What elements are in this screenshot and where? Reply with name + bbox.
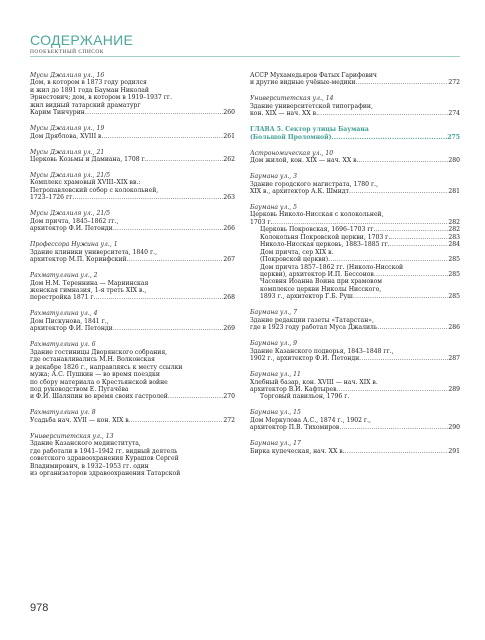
toc-line — [30, 349, 235, 356]
toc-line — [30, 280, 235, 287]
toc-column-right — [250, 72, 460, 464]
page-subtitle: ПООБЪЕКТНЫЙ СПИСОК — [30, 49, 104, 55]
toc-line — [250, 264, 460, 271]
toc-entry — [30, 125, 235, 140]
toc-entry — [30, 241, 235, 263]
toc-line — [30, 455, 235, 462]
street-address: Баумана ул., 7 — [250, 309, 298, 317]
entry-text: 1703 г. — [250, 218, 273, 226]
toc-line — [250, 249, 460, 256]
toc-line-with-page[interactable] — [30, 325, 235, 332]
entry-text: архитектор Ф.И. Петонди — [30, 225, 113, 233]
leader-dots — [318, 110, 448, 117]
street-address: Астрономическая ул., 10 — [250, 149, 334, 157]
toc-line — [30, 356, 235, 363]
toc-line-with-page[interactable] — [250, 271, 460, 278]
street-address: Университетская ул., 14 — [250, 95, 334, 103]
toc-entry — [250, 371, 460, 401]
entry-text: архитектор П.В. Тихомиров — [250, 424, 340, 432]
leader-dots — [74, 194, 223, 201]
toc-line-with-page[interactable] — [250, 355, 460, 362]
toc-line-with-page[interactable] — [250, 110, 460, 117]
toc-line — [30, 386, 235, 393]
entry-text: Дом Дряблова, XVIII в. — [30, 132, 104, 140]
entry-text: 1723–1726 гг. — [30, 194, 75, 202]
leader-dots — [127, 256, 224, 263]
entry-text: жил видный татарский драматург — [30, 101, 141, 109]
entry-text: Здание университетской типографии, — [250, 102, 373, 110]
page-number: 978 — [30, 602, 49, 614]
toc-line — [250, 393, 460, 400]
toc-line — [30, 371, 235, 378]
leader-dots — [390, 234, 448, 241]
leader-dots — [376, 226, 449, 233]
toc-line — [30, 318, 235, 325]
entry-text: под руководством Е. Пугачёва — [30, 385, 129, 393]
toc-entry — [30, 72, 235, 117]
toc-line-with-page[interactable] — [250, 157, 460, 164]
entry-text: церкви), архитектор И.П. Бессонов — [260, 271, 374, 279]
page-ref: 285 — [448, 271, 460, 279]
header-divider — [30, 56, 460, 57]
toc-line-with-page[interactable] — [250, 79, 460, 86]
page-ref: 275 — [447, 133, 460, 141]
street-address: Баумана ул., 15 — [250, 409, 301, 417]
toc-entry — [30, 409, 235, 424]
entry-text: мужа; А.С. Пушкин — во время поездки — [30, 371, 160, 379]
leader-dots — [374, 271, 449, 278]
leader-dots — [113, 225, 224, 232]
leader-dots — [359, 157, 449, 164]
entry-text: по сбору материала о Крестьянской войне — [30, 378, 168, 386]
entry-text: архитектор В.И. Кафтырев — [250, 385, 337, 393]
street-address: Мусы Джалиля ул., 21/5 — [30, 172, 111, 180]
entry-text: Часовня Иоанна Воина при храмовом — [260, 278, 383, 286]
toc-line — [30, 249, 235, 256]
page-ref: 261 — [223, 132, 235, 140]
leader-dots — [103, 133, 223, 140]
entry-text: Здание городского магистрата, 1780 г., — [250, 180, 379, 188]
chapter-heading — [250, 126, 460, 141]
street-address: Рахматуллина ул., 2 — [30, 272, 98, 280]
entry-text: где работали в 1941–1942 гг. видный деятель — [30, 447, 178, 455]
page-ref: 284 — [448, 241, 460, 249]
toc-line — [250, 181, 460, 188]
toc-entry — [30, 172, 235, 202]
entry-text: перестройка 1871 г. — [30, 294, 96, 302]
leader-dots — [168, 393, 224, 400]
toc-entry — [30, 341, 235, 401]
entry-text: Дом Меркулова А.С., 1874 г., 1902 г., — [250, 416, 371, 424]
toc-line — [30, 87, 235, 94]
toc-line-with-page[interactable] — [30, 393, 235, 400]
toc-entry — [250, 204, 460, 301]
toc-line-with-page[interactable] — [30, 194, 235, 201]
toc-line-with-page[interactable] — [250, 219, 460, 226]
entry-text: и другие видные учёные-медики — [250, 79, 356, 87]
toc-line-with-page[interactable] — [30, 294, 235, 301]
toc-line — [30, 440, 235, 447]
entry-text: Колокольня Покровской церкви, 1703 г. — [260, 233, 391, 241]
entry-text: Торговый павильон, 1796 г. — [260, 393, 350, 401]
toc-entry — [250, 150, 460, 165]
leader-dots — [345, 448, 449, 455]
toc-line-with-page[interactable] — [250, 134, 460, 141]
entry-text: Карим Тинчурин — [30, 109, 85, 117]
street-address: Мусы Джалиля ул., 16 — [30, 72, 105, 79]
toc-line — [250, 103, 460, 110]
toc-entry — [30, 149, 235, 164]
page-ref: 272 — [223, 416, 235, 424]
leader-dots — [377, 324, 448, 331]
entry-text: из организаторов здравоохранения Татарской — [30, 470, 181, 478]
entry-text: Здание Казанского мединститута, — [30, 440, 141, 448]
toc-line — [30, 448, 235, 455]
entry-text: где останавливались М.Н. Волконская — [30, 356, 155, 364]
leader-dots — [328, 256, 448, 263]
page-ref: 272 — [448, 79, 460, 87]
toc-entry — [250, 72, 460, 87]
toc-line-with-page[interactable] — [30, 417, 235, 424]
leader-dots — [353, 293, 449, 300]
toc-line-with-page[interactable] — [250, 226, 460, 233]
street-address: Рахматуллина ул. 6 — [30, 341, 96, 349]
leader-dots — [349, 188, 448, 195]
entry-text: кон. XIX — нач. XX в. — [250, 110, 319, 118]
toc-entry — [250, 173, 460, 195]
toc-line — [30, 94, 235, 101]
leader-dots — [147, 156, 224, 163]
leader-dots — [113, 325, 224, 332]
street-address: Университетская ул., 13 — [30, 432, 114, 440]
entry-text: женская гимназия, 1-я треть XIX в., — [30, 286, 147, 294]
toc-line — [30, 379, 235, 386]
page-ref: 290 — [448, 424, 460, 432]
toc-line-with-page[interactable] — [30, 256, 235, 263]
leader-dots — [131, 417, 224, 424]
leader-dots — [356, 79, 449, 86]
leader-dots — [96, 294, 224, 301]
page-ref: 266 — [223, 225, 235, 233]
leader-dots — [390, 241, 449, 248]
page-ref: 263 — [223, 194, 235, 202]
toc-line — [250, 348, 460, 355]
entry-text: 1893 г., архитектор Г.Б. Руш — [260, 293, 353, 301]
page-ref: 280 — [448, 157, 460, 165]
toc-entry — [250, 95, 460, 117]
entry-text: XIX в., архитектор А.К. Шмидт — [250, 187, 349, 195]
entry-text: архитектор М.П. Коринфский — [30, 256, 127, 264]
entry-text: в декабре 1826 г., направляясь к месту ссылки — [30, 363, 183, 371]
page-ref: 289 — [448, 385, 460, 393]
page-ref: 282 — [448, 226, 460, 234]
street-address: Баумана ул., 9 — [250, 340, 298, 348]
entry-text: Бирка купеческая, нач. XX в. — [250, 447, 345, 455]
street-address: Профессора Нужина ул., 1 — [30, 241, 118, 249]
toc-line — [30, 79, 235, 86]
toc-line — [30, 463, 235, 470]
toc-line — [250, 72, 460, 79]
toc-line-with-page[interactable] — [250, 448, 460, 455]
toc-line — [250, 417, 460, 424]
toc-line — [30, 364, 235, 371]
toc-line — [30, 187, 235, 194]
toc-line-with-page[interactable] — [250, 256, 460, 263]
entry-text: АССР Мухамедьяров Фатых Гарифович — [250, 72, 377, 79]
page-ref: 291 — [448, 447, 460, 455]
leader-dots — [273, 219, 449, 226]
toc-entry — [250, 309, 460, 331]
entry-text: Здание гостиницы Дворянского собрания, — [30, 348, 168, 356]
toc-line — [250, 379, 460, 386]
page-header — [30, 32, 460, 55]
entry-text: Здание Казанского подворья, 1843–1848 гг., — [250, 347, 394, 355]
street-address: Мусы Джалиля ул., 19 — [30, 125, 105, 133]
page-title: СОДЕРЖАНИЕ — [30, 32, 134, 48]
toc-entry — [250, 409, 460, 431]
leader-dots — [337, 386, 449, 393]
entry-text: Дом причта, 1845–1862 гг., — [30, 217, 119, 225]
leader-dots — [332, 134, 448, 141]
page-ref: 283 — [448, 233, 460, 241]
page-ref: 267 — [223, 256, 235, 264]
entry-text: ГЛАВА 5. Сектор улицы Баумана — [250, 126, 369, 134]
entry-text: архитектор Ф.И. Петонди — [30, 325, 113, 333]
street-address: Баумана ул., 5 — [250, 203, 298, 211]
street-address: Баумана ул., 3 — [250, 173, 298, 181]
page-ref: 270 — [223, 393, 235, 401]
street-address: Баумана ул., 17 — [250, 440, 301, 448]
toc-entry — [30, 310, 235, 332]
entry-text: Дом причта, сер XIX в. — [260, 248, 334, 256]
street-address: Рахматуллина ул. 8 — [30, 409, 96, 417]
toc-line-with-page[interactable] — [30, 225, 235, 232]
toc-column-left — [30, 72, 235, 486]
toc-line — [30, 287, 235, 294]
page-ref: 274 — [448, 110, 460, 118]
toc-entry — [250, 340, 460, 362]
toc-entry — [30, 433, 235, 478]
entry-text: Здание клиники университета, 1840 г., — [30, 248, 158, 256]
toc-line-with-page[interactable] — [250, 324, 460, 331]
street-address: Мусы Джалиля ул., 21/5 — [30, 210, 111, 218]
entry-text: Усадьба нач. XVII — кон. XIX в. — [30, 416, 131, 424]
leader-dots — [339, 424, 448, 431]
entry-text: Дом, в котором в 1873 году родился — [30, 79, 147, 87]
page-ref: 260 — [223, 109, 235, 117]
toc-line-with-page[interactable] — [30, 156, 235, 163]
toc-line — [30, 470, 235, 477]
toc-line-with-page[interactable] — [250, 386, 460, 393]
toc-line — [250, 286, 460, 293]
page-ref: 262 — [223, 156, 235, 164]
page-ref: 281 — [448, 187, 460, 195]
toc-line-with-page[interactable] — [250, 424, 460, 431]
entry-text: Дом Н.М. Тереннина — Мариинская — [30, 279, 149, 287]
street-address: Мусы Джалиля ул., 21 — [30, 148, 105, 156]
toc-line — [30, 102, 235, 109]
leader-dots — [85, 109, 224, 116]
toc-line — [250, 211, 460, 218]
entry-text: Дом жилой, кон. XIX — нач. XX в. — [250, 157, 359, 165]
entry-text: Дом причта 1857–1862 гг. (Николо-Нисской — [260, 263, 404, 271]
entry-text: Церковь Покровская, 1696–1703 гг. — [260, 226, 376, 234]
toc-line — [250, 317, 460, 324]
page-ref: 282 — [448, 218, 460, 226]
entry-text: комплексе церкви Николы Нисского, — [260, 285, 382, 293]
page-ref: 285 — [448, 256, 460, 264]
entry-text: Эрнестович; дом, в котором в 1919–1937 гг. — [30, 94, 173, 102]
page-ref: 268 — [223, 294, 235, 302]
toc-line-with-page[interactable] — [30, 133, 235, 140]
entry-text: Церковь Николо-Нисская с колокольней, — [250, 211, 384, 219]
toc-line — [30, 179, 235, 186]
entry-text: где в 1923 году работал Муса Джалиль — [250, 324, 378, 332]
toc-entry — [30, 210, 235, 232]
toc-line-with-page[interactable] — [250, 188, 460, 195]
entry-text: советского здравоохранения Курашов Сергей — [30, 455, 179, 463]
toc-line-with-page[interactable] — [30, 109, 235, 116]
entry-text: и Ф.И. Шаляпин во время своих гастролей — [30, 393, 168, 401]
entry-text: Комплекс храмовый XVIII–XIX вв.: — [30, 179, 141, 187]
page-ref: 269 — [223, 325, 235, 333]
entry-text: Владимирович, в 1932–1953 гг. один — [30, 462, 149, 470]
toc-line-with-page[interactable] — [250, 293, 460, 300]
page-ref: 285 — [448, 293, 460, 301]
entry-text: 1902 г., архитектор Ф.И. Петонди — [250, 355, 360, 363]
street-address: Рахматуллина ул., 4 — [30, 310, 98, 318]
entry-text: Здание редакции газеты «Татарстан», — [250, 316, 374, 324]
entry-text: (Большой Проломной) — [250, 133, 332, 141]
page-ref: 286 — [448, 324, 460, 332]
entry-text: Дом Пискунова, 1841 г., — [30, 317, 109, 325]
toc-entry — [30, 272, 235, 302]
toc-line — [250, 126, 460, 133]
toc-entry — [250, 440, 460, 455]
leader-dots — [359, 355, 448, 362]
entry-text: (Покровской церкви) — [260, 256, 329, 264]
entry-text: Церковь Козьмы и Дамиана, 1708 г. — [30, 156, 147, 164]
entry-text: Петропавловский собор с колокольней, — [30, 186, 159, 194]
entry-text: и жил до 1891 года Бауман Николай — [30, 86, 149, 94]
toc-line — [250, 278, 460, 285]
street-address: Баумана ул., 11 — [250, 371, 301, 379]
page-ref: 287 — [448, 355, 460, 363]
entry-text: Николо-Нисская церковь, 1883–1885 гг. — [260, 241, 390, 249]
toc-line-with-page[interactable] — [250, 241, 460, 248]
entry-text: Хлебный базар, кон. XVIII — нач. XIX в. — [250, 378, 378, 386]
toc-line-with-page[interactable] — [250, 234, 460, 241]
toc-line — [30, 218, 235, 225]
